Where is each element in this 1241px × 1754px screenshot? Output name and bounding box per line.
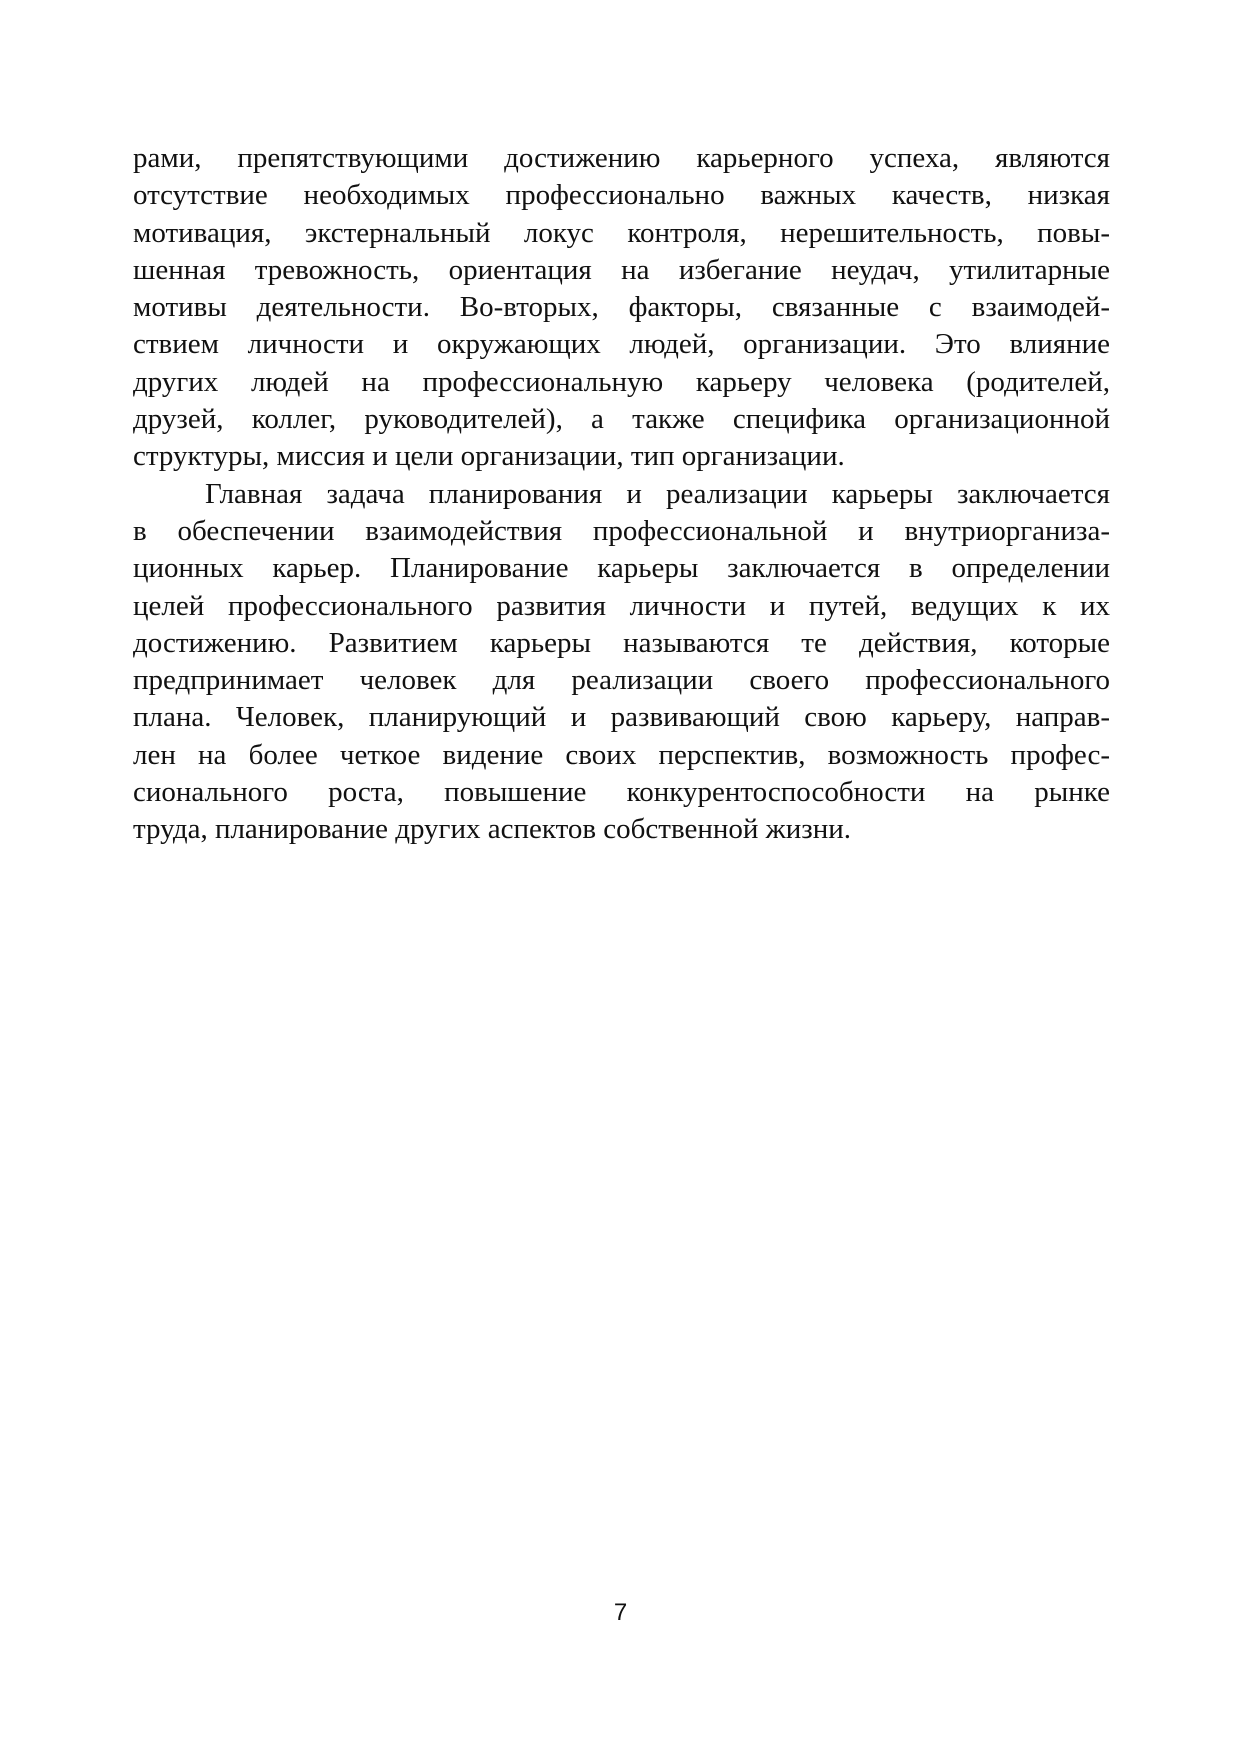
text-line: в обеспечении взаимодействия профессиональной и внутриорганиза- — [133, 514, 1110, 547]
paragraph-1 — [133, 140, 1110, 476]
text-line: ствием личности и окружающих людей, организации. Это влияние — [133, 328, 1110, 361]
paragraph-2 — [133, 476, 1110, 849]
text-line: Главная задача планирования и реализации карьеры заключается — [205, 477, 1110, 510]
text-line: мотивы деятельности. Во-вторых, факторы, связанные с взаимодей- — [133, 291, 1110, 324]
text-line: целей профессионального развития личности и путей, ведущих к их — [133, 589, 1110, 622]
text-line: плана. Человек, планирующий и развивающий свою карьеру, направ- — [133, 701, 1110, 734]
text-line: ционных карьер. Планирование карьеры заключается в определении — [133, 552, 1110, 585]
text-line: труда, планирование других аспектов собственной жизни. — [133, 813, 851, 846]
text-line: структуры, миссия и цели организации, тип организации. — [133, 440, 845, 473]
text-line: шенная тревожность, ориентация на избегание неудач, утилитарные — [133, 253, 1110, 286]
text-line: отсутствие необходимых профессионально важных качеств, низкая — [133, 179, 1110, 212]
text-line: других людей на профессиональную карьеру человека (родителей, — [133, 365, 1110, 398]
text-line: достижению. Развитием карьеры называются те действия, которые — [133, 626, 1110, 659]
text-line: рами, препятствующими достижению карьерного успеха, являются — [133, 142, 1110, 174]
text-line: лен на более четкое видение своих перспектив, возможность профес- — [133, 738, 1110, 771]
text-line: мотивация, экстернальный локус контроля, нерешительность, повы- — [133, 216, 1110, 249]
text-line: друзей, коллег, руководителей), а также специфика организационной — [133, 403, 1110, 436]
text-line: сионального роста, повышение конкурентоспособности на рынке — [133, 776, 1110, 809]
page-number: 7 — [613, 1599, 628, 1626]
body-text — [133, 140, 1110, 849]
text-line: предпринимает человек для реализации своего профессионального — [133, 664, 1110, 697]
